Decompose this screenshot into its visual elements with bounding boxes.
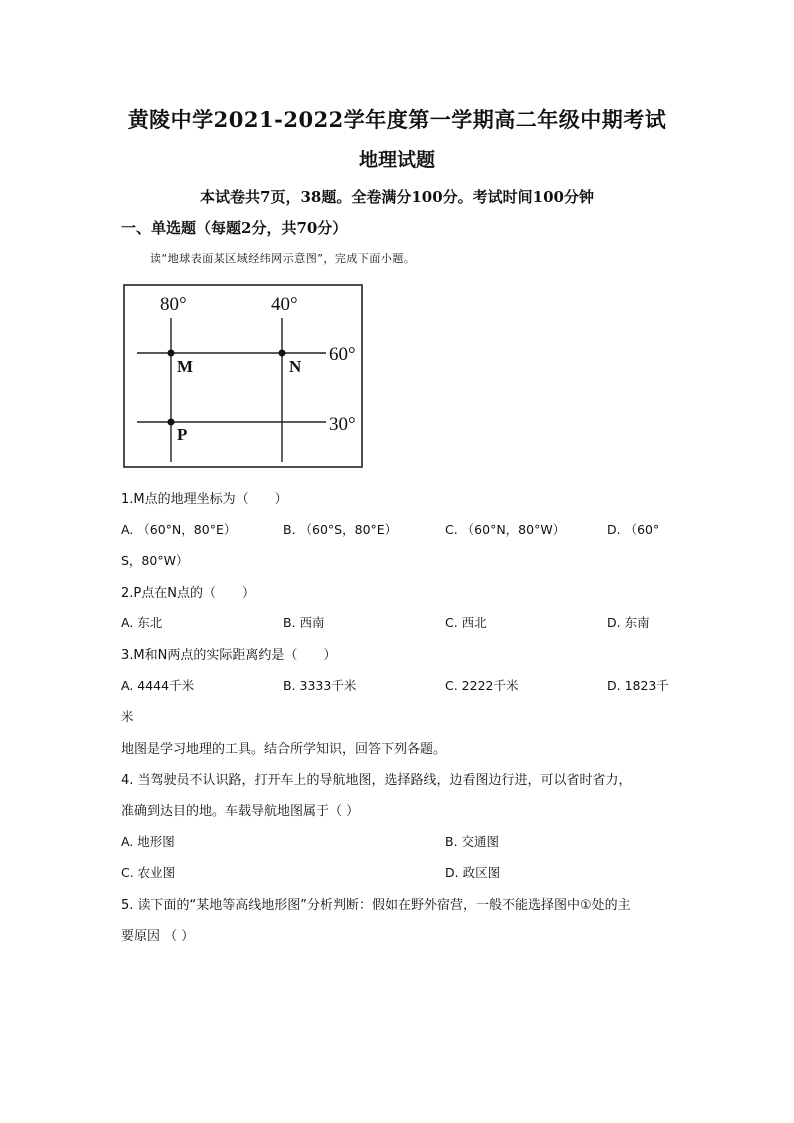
label-lon-80: 80° [160, 294, 187, 315]
question-5-stem-line2: 要原因 （ ） [121, 929, 195, 944]
point-n [279, 350, 286, 357]
exam-info: 本试卷共7页，38题。全卷满分100分。考试时间100分钟 [200, 188, 594, 206]
label-lon-40: 40° [271, 294, 298, 315]
question-4-option-a: A. 地形图 [121, 834, 175, 849]
question-2-option-a: A. 东北 [121, 615, 163, 630]
question-4-option-d: D. 政区图 [445, 865, 501, 880]
question-2-option-b: B. 西南 [283, 615, 325, 630]
question-3-option-c: C. 2222千米 [445, 678, 519, 693]
question-1-option-c: C. （60°N，80°W） [445, 522, 566, 537]
question-1-option-d-cont: S，80°W） [121, 553, 189, 568]
question-1-option-d: D. （60° [607, 522, 660, 537]
exam-title: 黄陵中学2021-2022学年度第一学期高二年级中期考试 [127, 107, 667, 132]
question-3-stem: 3.M和N两点的实际距离约是（ ） [121, 648, 337, 663]
question-3-option-a: A. 4444千米 [121, 678, 195, 693]
question-2-option-d: D. 东南 [607, 615, 650, 630]
question-2-option-c: C. 西北 [445, 615, 487, 630]
exam-subtitle: 地理试题 [358, 149, 435, 171]
question-1-option-b: B. （60°S，80°E） [283, 522, 398, 537]
question-4-stem-line2: 准确到达目的地。车载导航地图属于（ ） [121, 804, 360, 819]
section-heading: 一、单选题（每题2分，共70分） [121, 219, 348, 237]
label-p: P [177, 425, 188, 444]
graticule-map [123, 284, 365, 470]
label-lat-30: 30° [329, 414, 356, 435]
label-n: N [289, 357, 302, 376]
passage-intro: 地图是学习地理的工具。结合所学知识，回答下列各题。 [121, 742, 447, 757]
label-m: M [177, 357, 194, 376]
point-m [168, 350, 175, 357]
question-1-option-a: A. （60°N，80°E） [121, 522, 237, 537]
question-5-stem-line1: 5. 读下面的“某地等高线地形图”分析判断：假如在野外宿营，一般不能选择图中①处的主 [121, 898, 631, 913]
section-intro: 读“地球表面某区域经纬网示意图”，完成下面小题。 [150, 252, 416, 265]
question-3-option-b: B. 3333千米 [283, 678, 357, 693]
label-lat-60: 60° [329, 344, 356, 365]
question-1-stem: 1.M点的地理坐标为（ ） [121, 492, 288, 507]
question-4-option-c: C. 农业图 [121, 865, 176, 880]
question-2-stem: 2.P点在N点的（ ） [121, 586, 255, 601]
point-p [168, 419, 175, 426]
question-4-stem-line1: 4. 当驾驶员不认识路，打开车上的导航地图，选择路线，边看图边行进，可以省时省力， [121, 773, 632, 788]
question-3-option-d-cont: 米 [121, 709, 134, 724]
question-3-option-d: D. 1823千 [607, 678, 669, 693]
question-4-option-b: B. 交通图 [445, 834, 500, 849]
